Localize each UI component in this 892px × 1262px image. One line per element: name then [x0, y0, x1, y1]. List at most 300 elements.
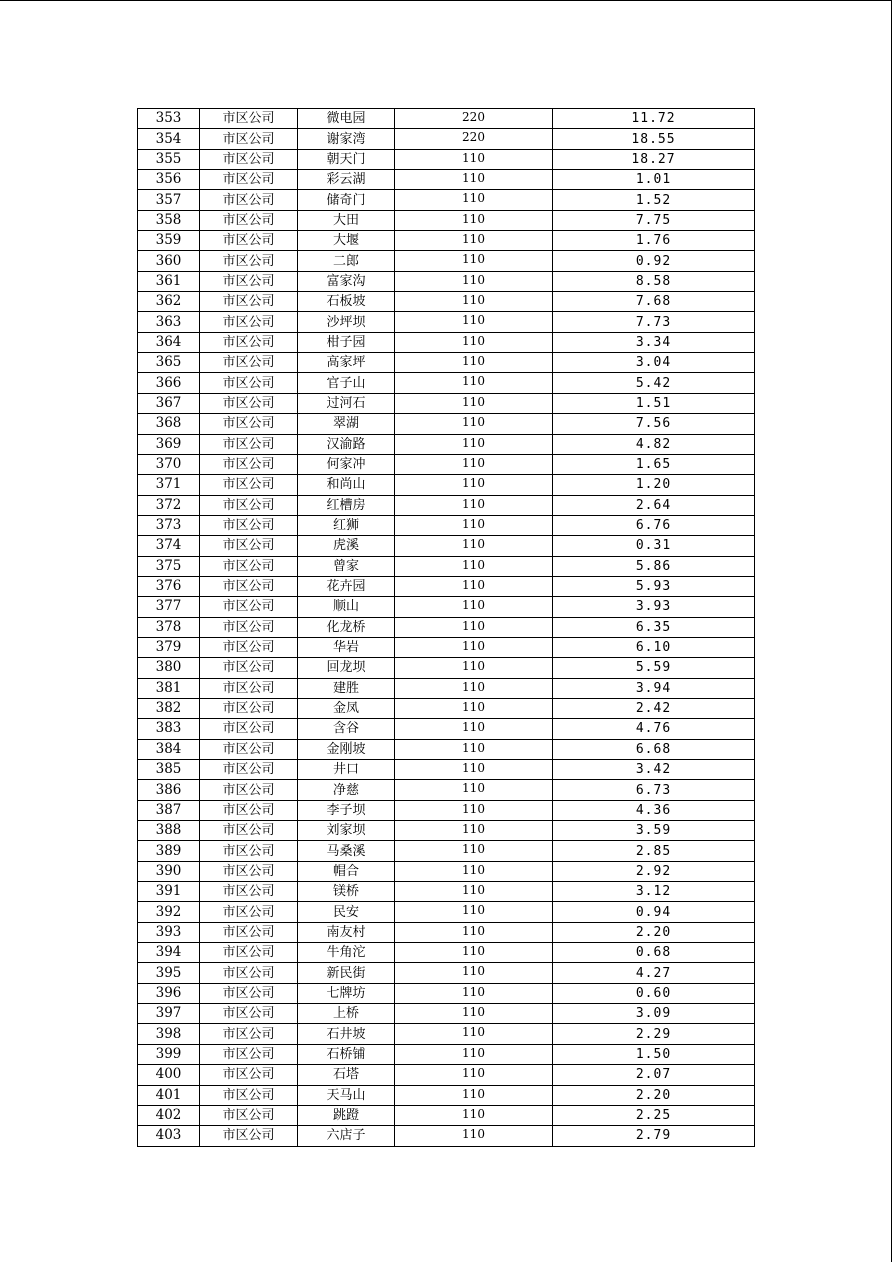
row-number: 401 [138, 1085, 200, 1105]
value-cell: 2.42 [553, 698, 755, 718]
table-row [138, 190, 755, 210]
row-number: 379 [138, 637, 200, 657]
station-cell: 井口 [298, 760, 395, 780]
value-cell: 0.68 [553, 943, 755, 963]
company-cell: 市区公司 [200, 129, 298, 149]
company-cell: 市区公司 [200, 760, 298, 780]
row-number: 353 [138, 109, 200, 129]
value-cell: 2.20 [553, 922, 755, 942]
table-row [138, 821, 755, 841]
row-number: 384 [138, 739, 200, 759]
value-cell: 18.27 [553, 149, 755, 169]
company-cell: 市区公司 [200, 454, 298, 474]
row-number: 381 [138, 678, 200, 698]
value-cell: 1.01 [553, 170, 755, 190]
company-cell: 市区公司 [200, 576, 298, 596]
company-cell: 市区公司 [200, 556, 298, 576]
row-number: 360 [138, 251, 200, 271]
value-cell: 2.07 [553, 1065, 755, 1085]
station-cell: 富家沟 [298, 271, 395, 291]
company-cell: 市区公司 [200, 943, 298, 963]
company-cell: 市区公司 [200, 190, 298, 210]
company-cell: 市区公司 [200, 1085, 298, 1105]
table-row [138, 678, 755, 698]
voltage-cell: 110 [395, 841, 553, 861]
value-cell: 0.31 [553, 536, 755, 556]
voltage-cell: 110 [395, 1126, 553, 1146]
station-cell: 化龙桥 [298, 617, 395, 637]
table-row [138, 515, 755, 535]
voltage-cell: 110 [395, 617, 553, 637]
value-cell: 0.92 [553, 251, 755, 271]
value-cell: 3.04 [553, 353, 755, 373]
row-number: 382 [138, 698, 200, 718]
voltage-cell: 110 [395, 231, 553, 251]
table-row [138, 271, 755, 291]
company-cell: 市区公司 [200, 963, 298, 983]
station-cell: 官子山 [298, 373, 395, 393]
value-cell: 0.94 [553, 902, 755, 922]
table-row [138, 1044, 755, 1064]
company-cell: 市区公司 [200, 637, 298, 657]
value-cell: 11.72 [553, 109, 755, 129]
company-cell: 市区公司 [200, 515, 298, 535]
table-row [138, 1065, 755, 1085]
company-cell: 市区公司 [200, 536, 298, 556]
station-cell: 花卉园 [298, 576, 395, 596]
voltage-cell: 110 [395, 190, 553, 210]
company-cell: 市区公司 [200, 393, 298, 413]
value-cell: 4.76 [553, 719, 755, 739]
company-cell: 市区公司 [200, 902, 298, 922]
row-number: 387 [138, 800, 200, 820]
value-cell: 4.27 [553, 963, 755, 983]
value-cell: 2.85 [553, 841, 755, 861]
row-number: 371 [138, 475, 200, 495]
table-row [138, 373, 755, 393]
company-cell: 市区公司 [200, 658, 298, 678]
company-cell: 市区公司 [200, 353, 298, 373]
value-cell: 7.68 [553, 292, 755, 312]
table-row [138, 129, 755, 149]
row-number: 391 [138, 882, 200, 902]
row-number: 396 [138, 983, 200, 1003]
value-cell: 8.58 [553, 271, 755, 291]
station-cell: 顺山 [298, 597, 395, 617]
voltage-cell: 110 [395, 1105, 553, 1125]
company-cell: 市区公司 [200, 841, 298, 861]
company-cell: 市区公司 [200, 861, 298, 881]
voltage-cell: 110 [395, 678, 553, 698]
voltage-cell: 110 [395, 149, 553, 169]
value-cell: 2.20 [553, 1085, 755, 1105]
company-cell: 市区公司 [200, 698, 298, 718]
station-cell: 帽合 [298, 861, 395, 881]
voltage-cell: 110 [395, 495, 553, 515]
value-cell: 7.73 [553, 312, 755, 332]
voltage-cell: 220 [395, 109, 553, 129]
station-cell: 红狮 [298, 515, 395, 535]
table-row [138, 353, 755, 373]
value-cell: 2.29 [553, 1024, 755, 1044]
company-cell: 市区公司 [200, 1126, 298, 1146]
station-cell: 李子坝 [298, 800, 395, 820]
voltage-cell: 110 [395, 414, 553, 434]
station-cell: 净慈 [298, 780, 395, 800]
voltage-cell: 110 [395, 943, 553, 963]
voltage-cell: 110 [395, 515, 553, 535]
voltage-cell: 110 [395, 170, 553, 190]
table-row [138, 251, 755, 271]
station-cell: 刘家坝 [298, 821, 395, 841]
value-cell: 1.65 [553, 454, 755, 474]
row-number: 370 [138, 454, 200, 474]
value-cell: 3.93 [553, 597, 755, 617]
station-cell: 牛角沱 [298, 943, 395, 963]
station-cell: 天马山 [298, 1085, 395, 1105]
table-row [138, 739, 755, 759]
row-number: 403 [138, 1126, 200, 1146]
value-cell: 6.10 [553, 637, 755, 657]
table-row [138, 1085, 755, 1105]
company-cell: 市区公司 [200, 1024, 298, 1044]
page-top-border [0, 0, 892, 1]
value-cell: 6.35 [553, 617, 755, 637]
station-cell: 建胜 [298, 678, 395, 698]
voltage-cell: 110 [395, 698, 553, 718]
company-cell: 市区公司 [200, 739, 298, 759]
table-row [138, 943, 755, 963]
table-row [138, 1024, 755, 1044]
row-number: 365 [138, 353, 200, 373]
row-number: 359 [138, 231, 200, 251]
row-number: 368 [138, 414, 200, 434]
row-number: 369 [138, 434, 200, 454]
station-cell: 和尚山 [298, 475, 395, 495]
table-row [138, 149, 755, 169]
table-row [138, 780, 755, 800]
voltage-cell: 110 [395, 1085, 553, 1105]
value-cell: 3.59 [553, 821, 755, 841]
value-cell: 5.42 [553, 373, 755, 393]
value-cell: 6.73 [553, 780, 755, 800]
row-number: 362 [138, 292, 200, 312]
value-cell: 3.09 [553, 1004, 755, 1024]
voltage-cell: 110 [395, 882, 553, 902]
station-cell: 微电园 [298, 109, 395, 129]
table-row [138, 556, 755, 576]
row-number: 380 [138, 658, 200, 678]
station-cell: 镁桥 [298, 882, 395, 902]
station-cell: 高家坪 [298, 353, 395, 373]
table-row [138, 719, 755, 739]
value-cell: 2.92 [553, 861, 755, 881]
company-cell: 市区公司 [200, 109, 298, 129]
station-cell: 含谷 [298, 719, 395, 739]
voltage-cell: 110 [395, 861, 553, 881]
station-cell: 谢家湾 [298, 129, 395, 149]
table-row [138, 902, 755, 922]
station-cell: 马桑溪 [298, 841, 395, 861]
voltage-cell: 110 [395, 821, 553, 841]
table-row [138, 760, 755, 780]
voltage-cell: 110 [395, 780, 553, 800]
table-row [138, 414, 755, 434]
voltage-cell: 110 [395, 922, 553, 942]
station-cell: 翠湖 [298, 414, 395, 434]
row-number: 392 [138, 902, 200, 922]
voltage-cell: 110 [395, 312, 553, 332]
voltage-cell: 110 [395, 1024, 553, 1044]
station-cell: 六店子 [298, 1126, 395, 1146]
station-cell: 大堰 [298, 231, 395, 251]
station-cell: 回龙坝 [298, 658, 395, 678]
voltage-cell: 110 [395, 373, 553, 393]
company-cell: 市区公司 [200, 312, 298, 332]
voltage-cell: 110 [395, 1004, 553, 1024]
station-cell: 民安 [298, 902, 395, 922]
row-number: 399 [138, 1044, 200, 1064]
row-number: 400 [138, 1065, 200, 1085]
table-row [138, 800, 755, 820]
company-cell: 市区公司 [200, 882, 298, 902]
value-cell: 3.34 [553, 332, 755, 352]
voltage-cell: 110 [395, 556, 553, 576]
row-number: 390 [138, 861, 200, 881]
station-cell: 华岩 [298, 637, 395, 657]
row-number: 394 [138, 943, 200, 963]
station-cell: 石塔 [298, 1065, 395, 1085]
value-cell: 6.68 [553, 739, 755, 759]
voltage-cell: 110 [395, 800, 553, 820]
station-cell: 柑子园 [298, 332, 395, 352]
value-cell: 1.51 [553, 393, 755, 413]
row-number: 358 [138, 210, 200, 230]
station-cell: 曾家 [298, 556, 395, 576]
voltage-cell: 220 [395, 129, 553, 149]
station-cell: 朝天门 [298, 149, 395, 169]
voltage-cell: 110 [395, 983, 553, 1003]
table-row [138, 312, 755, 332]
company-cell: 市区公司 [200, 1065, 298, 1085]
value-cell: 5.86 [553, 556, 755, 576]
company-cell: 市区公司 [200, 678, 298, 698]
table-row [138, 393, 755, 413]
station-cell: 七牌坊 [298, 983, 395, 1003]
value-cell: 6.76 [553, 515, 755, 535]
value-cell: 3.94 [553, 678, 755, 698]
row-number: 363 [138, 312, 200, 332]
station-cell: 何家冲 [298, 454, 395, 474]
station-cell: 虎溪 [298, 536, 395, 556]
table-row [138, 170, 755, 190]
company-cell: 市区公司 [200, 1105, 298, 1125]
company-cell: 市区公司 [200, 1044, 298, 1064]
value-cell: 5.59 [553, 658, 755, 678]
voltage-cell: 110 [395, 271, 553, 291]
company-cell: 市区公司 [200, 210, 298, 230]
voltage-cell: 110 [395, 658, 553, 678]
row-number: 378 [138, 617, 200, 637]
voltage-cell: 110 [395, 1065, 553, 1085]
value-cell: 4.82 [553, 434, 755, 454]
company-cell: 市区公司 [200, 1004, 298, 1024]
company-cell: 市区公司 [200, 495, 298, 515]
row-number: 397 [138, 1004, 200, 1024]
table-row [138, 841, 755, 861]
company-cell: 市区公司 [200, 231, 298, 251]
table-row [138, 698, 755, 718]
company-cell: 市区公司 [200, 434, 298, 454]
company-cell: 市区公司 [200, 475, 298, 495]
voltage-cell: 110 [395, 576, 553, 596]
company-cell: 市区公司 [200, 780, 298, 800]
voltage-cell: 110 [395, 760, 553, 780]
station-cell: 石板坡 [298, 292, 395, 312]
table-row [138, 922, 755, 942]
voltage-cell: 110 [395, 739, 553, 759]
row-number: 383 [138, 719, 200, 739]
row-number: 388 [138, 821, 200, 841]
company-cell: 市区公司 [200, 251, 298, 271]
company-cell: 市区公司 [200, 170, 298, 190]
station-cell: 石桥铺 [298, 1044, 395, 1064]
table-body [138, 109, 755, 1147]
table-row [138, 617, 755, 637]
company-cell: 市区公司 [200, 617, 298, 637]
station-cell: 红槽房 [298, 495, 395, 515]
table-row [138, 475, 755, 495]
value-cell: 2.79 [553, 1126, 755, 1146]
voltage-cell: 110 [395, 393, 553, 413]
voltage-cell: 110 [395, 1044, 553, 1064]
station-cell: 彩云湖 [298, 170, 395, 190]
row-number: 373 [138, 515, 200, 535]
value-cell: 1.52 [553, 190, 755, 210]
station-cell: 大田 [298, 210, 395, 230]
value-cell: 18.55 [553, 129, 755, 149]
row-number: 389 [138, 841, 200, 861]
station-cell: 储奇门 [298, 190, 395, 210]
table-row [138, 1004, 755, 1024]
row-number: 402 [138, 1105, 200, 1125]
row-number: 366 [138, 373, 200, 393]
table-row [138, 231, 755, 251]
table-row [138, 434, 755, 454]
table-row [138, 454, 755, 474]
value-cell: 2.64 [553, 495, 755, 515]
voltage-cell: 110 [395, 454, 553, 474]
table-row [138, 861, 755, 881]
row-number: 386 [138, 780, 200, 800]
voltage-cell: 110 [395, 292, 553, 312]
company-cell: 市区公司 [200, 373, 298, 393]
row-number: 356 [138, 170, 200, 190]
company-cell: 市区公司 [200, 983, 298, 1003]
voltage-cell: 110 [395, 719, 553, 739]
value-cell: 2.25 [553, 1105, 755, 1125]
company-cell: 市区公司 [200, 800, 298, 820]
voltage-cell: 110 [395, 434, 553, 454]
table-row [138, 332, 755, 352]
table-row [138, 576, 755, 596]
company-cell: 市区公司 [200, 821, 298, 841]
table-row [138, 882, 755, 902]
row-number: 385 [138, 760, 200, 780]
station-cell: 金凤 [298, 698, 395, 718]
table-row [138, 536, 755, 556]
value-cell: 1.50 [553, 1044, 755, 1064]
value-cell: 1.20 [553, 475, 755, 495]
table-row [138, 963, 755, 983]
value-cell: 1.76 [553, 231, 755, 251]
station-cell: 石井坡 [298, 1024, 395, 1044]
value-cell: 7.75 [553, 210, 755, 230]
station-cell: 新民街 [298, 963, 395, 983]
value-cell: 5.93 [553, 576, 755, 596]
company-cell: 市区公司 [200, 292, 298, 312]
voltage-cell: 110 [395, 963, 553, 983]
value-cell: 7.56 [553, 414, 755, 434]
row-number: 361 [138, 271, 200, 291]
table-row [138, 637, 755, 657]
row-number: 393 [138, 922, 200, 942]
voltage-cell: 110 [395, 353, 553, 373]
voltage-cell: 110 [395, 475, 553, 495]
row-number: 354 [138, 129, 200, 149]
station-cell: 跳蹬 [298, 1105, 395, 1125]
company-cell: 市区公司 [200, 719, 298, 739]
row-number: 357 [138, 190, 200, 210]
company-cell: 市区公司 [200, 922, 298, 942]
voltage-cell: 110 [395, 251, 553, 271]
voltage-cell: 110 [395, 332, 553, 352]
voltage-cell: 110 [395, 536, 553, 556]
table-row [138, 1126, 755, 1146]
station-cell: 汉渝路 [298, 434, 395, 454]
voltage-cell: 110 [395, 210, 553, 230]
station-cell: 二郎 [298, 251, 395, 271]
row-number: 377 [138, 597, 200, 617]
company-cell: 市区公司 [200, 332, 298, 352]
station-cell: 上桥 [298, 1004, 395, 1024]
row-number: 375 [138, 556, 200, 576]
table-row [138, 658, 755, 678]
value-cell: 3.12 [553, 882, 755, 902]
row-number: 374 [138, 536, 200, 556]
row-number: 398 [138, 1024, 200, 1044]
station-cell: 南友村 [298, 922, 395, 942]
substation-table [137, 108, 755, 1147]
voltage-cell: 110 [395, 902, 553, 922]
table-row [138, 983, 755, 1003]
table-row [138, 292, 755, 312]
row-number: 372 [138, 495, 200, 515]
voltage-cell: 110 [395, 637, 553, 657]
company-cell: 市区公司 [200, 414, 298, 434]
value-cell: 4.36 [553, 800, 755, 820]
table-row [138, 495, 755, 515]
company-cell: 市区公司 [200, 597, 298, 617]
table-row [138, 109, 755, 129]
table-row [138, 597, 755, 617]
table-row [138, 1105, 755, 1125]
row-number: 367 [138, 393, 200, 413]
station-cell: 过河石 [298, 393, 395, 413]
row-number: 355 [138, 149, 200, 169]
station-cell: 沙坪坝 [298, 312, 395, 332]
voltage-cell: 110 [395, 597, 553, 617]
